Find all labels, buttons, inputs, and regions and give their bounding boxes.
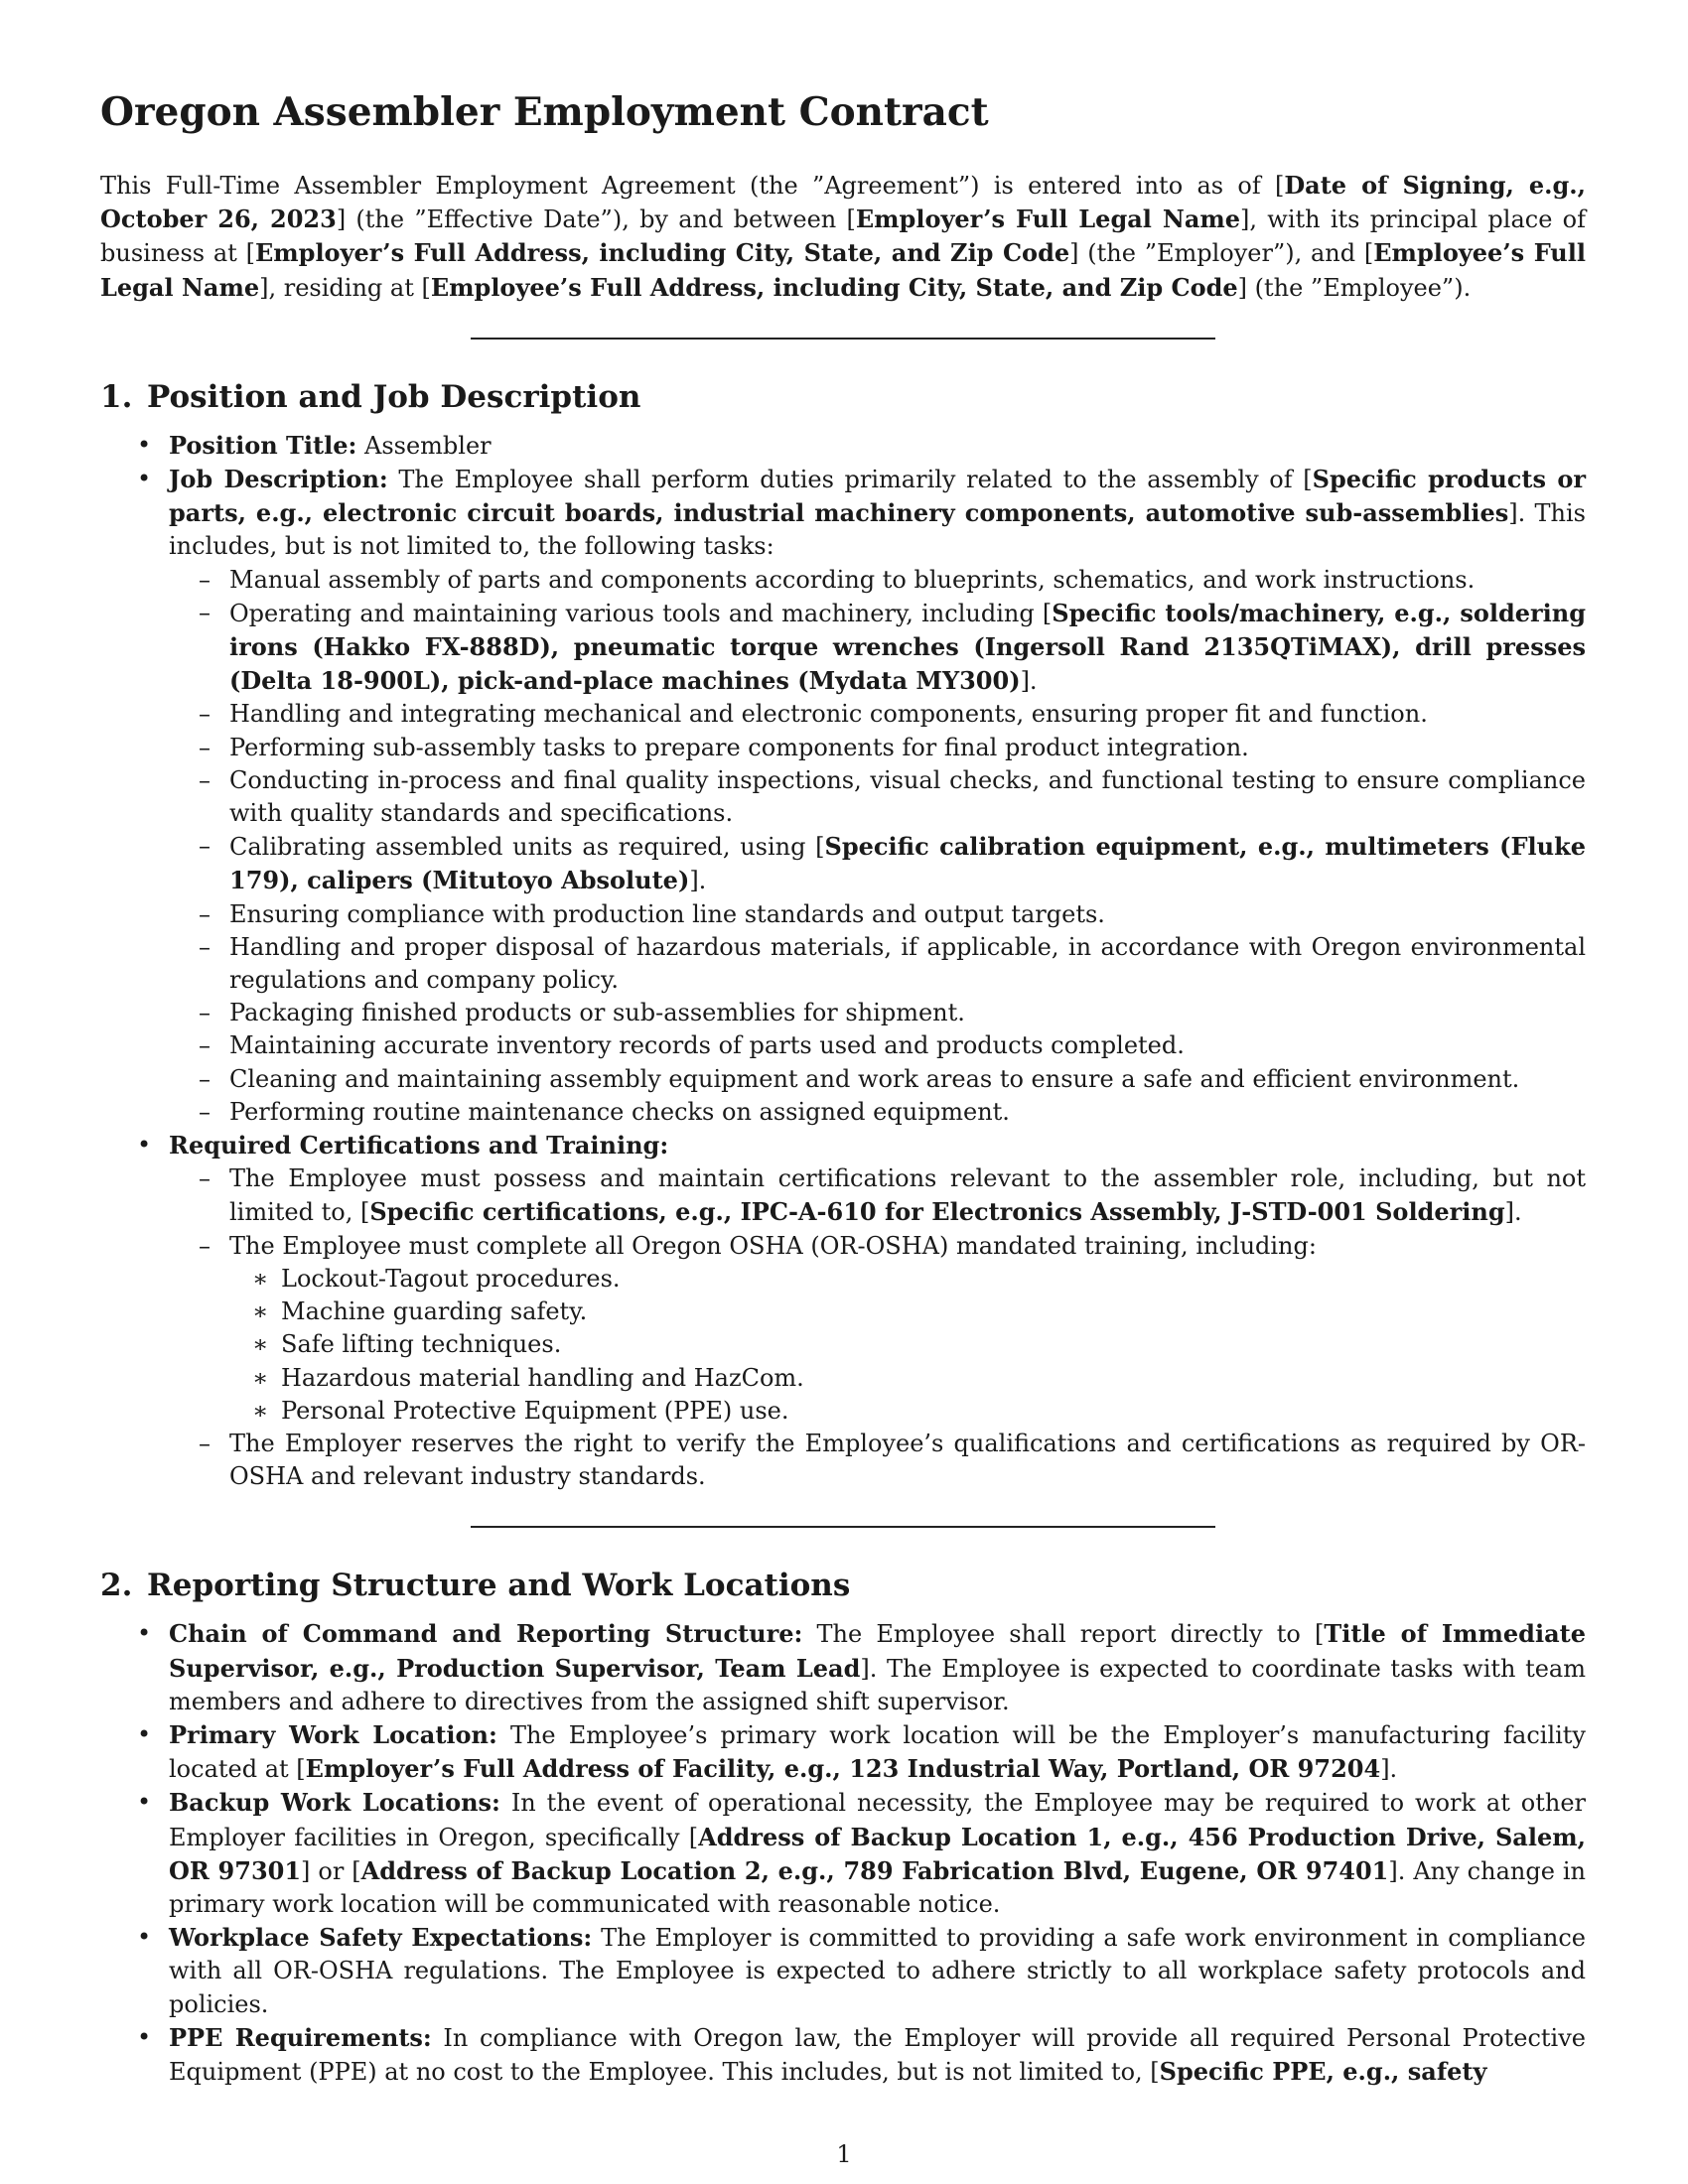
placeholder-text: Address of Backup Location 2, e.g., 789 Fabrication Blvd, Eugene, OR 97401 — [360, 1855, 1389, 1885]
task-item: – Handling and integrating mechanical and electronic components, ensuring proper fit and function. — [169, 698, 1586, 731]
training-item: ∗ Lockout-Tagout procedures. — [229, 1263, 1586, 1296]
task-item: – Manual assembly of parts and components according to blueprints, schematics, and work instructions. — [169, 564, 1586, 597]
employer-address-placeholder: Employer’s Full Address, including City, State, and Zip Code — [254, 238, 1070, 268]
placeholder-text: Specific certifications, e.g., IPC-A-610 for Electronics Assembly, J-STD-001 Soldering — [369, 1197, 1505, 1227]
section1-list — [100, 429, 1586, 1494]
list-item — [100, 1718, 1586, 1786]
item-text: ] or [ — [301, 1856, 361, 1885]
section-title: Reporting Structure and Work Locations — [147, 1568, 851, 1604]
list-item — [100, 463, 1586, 1129]
item-text: ]. Any change in primary work location will be communicated with reasonable notice. — [169, 1856, 1587, 1918]
list-item — [100, 1786, 1586, 1921]
date-placeholder: Date of Signing, e.g., October 26, 2023 — [100, 171, 1586, 234]
task-item — [169, 597, 1586, 699]
section-divider — [471, 1526, 1215, 1528]
task-list — [169, 564, 1586, 1129]
section2-list — [100, 1617, 1586, 2089]
certification-item — [169, 1162, 1586, 1229]
certification-item: – The Employer reserves the right to verify the Employee’s qualifications and certifications as required by OR-OSHA and relevant industry standards. — [169, 1428, 1586, 1493]
task-item: – Conducting in-process and final quality inspections, visual checks, and functional testing to ensure compliance with quality standards and specifications. — [169, 764, 1586, 830]
placeholder-text: Address of Backup Location 1, e.g., 456 Production Drive, Salem, OR 97301 — [169, 1822, 1586, 1885]
item-text: In the event of operational necessity, the Employee may be required to work at other Employer facilities in Oregon, specifically [ — [169, 1789, 1587, 1851]
item-label: Required Certifications and Training: — [169, 1131, 669, 1160]
employer-name-placeholder: Employer’s Full Legal Name — [855, 205, 1241, 234]
item-text: Calibrating assembled units as required, using [ — [229, 833, 825, 862]
item-label: Position Title: — [169, 430, 357, 460]
intro-text: ], with its principal place of business at [ — [100, 205, 1587, 268]
item-text: ]. — [1020, 667, 1038, 696]
task-item: – Handling and proper disposal of hazardous materials, if applicable, in accordance with Oregon environmental regulations and company policy. — [169, 931, 1586, 997]
section-heading — [100, 1566, 1586, 1605]
employee-name-placeholder: Employee’s Full Legal Name — [100, 238, 1586, 302]
item-text: ]. — [1380, 1755, 1398, 1784]
section-heading — [100, 377, 1586, 417]
list-item — [100, 429, 1586, 463]
task-item: – Ensuring compliance with production line standards and output targets. — [169, 898, 1586, 931]
page-number: 1 — [836, 2140, 852, 2168]
section-number: 2. — [100, 1568, 133, 1604]
item-text: The Employee must possess and maintain certifications relevant to the assembler role, including, but not limited to, [ — [229, 1164, 1586, 1227]
training-list — [229, 1263, 1586, 1428]
item-label: Workplace Safety Expectations: — [169, 1923, 593, 1953]
task-item: – Maintaining accurate inventory records of parts used and products completed. — [169, 1029, 1586, 1062]
item-label: Backup Work Locations: — [169, 1788, 500, 1818]
certification-item — [169, 1230, 1586, 1428]
training-item: ∗ Hazardous material handling and HazCom. — [229, 1362, 1586, 1395]
training-item: ∗ Safe lifting techniques. — [229, 1328, 1586, 1361]
item-text: ]. — [689, 867, 707, 895]
task-item — [169, 830, 1586, 897]
list-item — [100, 1129, 1586, 1493]
training-item: ∗ Personal Protective Equipment (PPE) use. — [229, 1395, 1586, 1428]
item-text: ]. The Employee is expected to coordinate tasks with team members and adhere to directives from the assigned shift supervisor. — [169, 1654, 1586, 1715]
list-item — [100, 2021, 1586, 2089]
section-title: Position and Job Description — [147, 378, 641, 415]
task-item: – Cleaning and maintaining assembly equipment and work areas to ensure a safe and efficient environment. — [169, 1063, 1586, 1096]
document-title: Oregon Assembler Employment Contract — [100, 89, 989, 135]
section-divider — [471, 338, 1215, 340]
intro-text: ], residing at [ — [259, 273, 431, 302]
section-number: 1. — [100, 378, 133, 415]
placeholder-text: Title of Immediate Supervisor, e.g., Production Supervisor, Team Lead — [169, 1619, 1586, 1683]
placeholder-text: Specific products or parts, e.g., electronic circuit boards, industrial machinery components, automotive sub-assemblies — [169, 465, 1586, 528]
item-label: PPE Requirements: — [169, 2022, 432, 2052]
list-item — [100, 1617, 1586, 1718]
list-item — [100, 1921, 1586, 2021]
item-text: The Employer is committed to providing a safe work environment in compliance with all OR-OSHA regulations. The Employee is expected to adhere strictly to all workplace safety protocols and policies. — [169, 1924, 1587, 2018]
item-text: The Employee’s primary work location will be the Employer’s manufacturing facility located at [ — [169, 1720, 1586, 1784]
item-label: Chain of Command and Reporting Structure: — [169, 1619, 803, 1649]
employee-address-placeholder: Employee’s Full Address, including City, State, and Zip Code — [430, 272, 1238, 302]
item-label: Primary Work Location: — [169, 1719, 497, 1749]
item-text: The Employee shall perform duties primarily related to the assembly of [ — [387, 466, 1313, 494]
item-text: Operating and maintaining various tools and machinery, including [ — [229, 599, 1053, 627]
task-item: – Performing sub-assembly tasks to prepare components for final product integration. — [169, 732, 1586, 764]
item-text: Assembler — [356, 431, 492, 460]
placeholder-text: Specific PPE, e.g., safety — [1159, 2056, 1487, 2086]
intro-text: This Full-Time Assembler Employment Agreement (the ”Agreement”) is entered into as of [ — [100, 172, 1285, 200]
item-label: Job Description: — [169, 465, 388, 494]
intro-text: ] (the ”Employee”). — [1237, 273, 1472, 302]
training-item: ∗ Machine guarding safety. — [229, 1296, 1586, 1328]
item-text: ]. — [1504, 1198, 1522, 1227]
certification-list — [169, 1162, 1586, 1493]
intro-text: ] (the ”Effective Date”), by and between [ — [336, 205, 856, 234]
task-item: – Performing routine maintenance checks on assigned equipment. — [169, 1096, 1586, 1129]
item-text: In compliance with Oregon law, the Employer will provide all required Personal Protective Equipment (PPE) at no cost to the Employee. This includes, but is not limited to, [ — [169, 2023, 1586, 2086]
placeholder-text: Specific tools/machinery, e.g., soldering irons (Hakko FX-888D), pneumatic torque wrenches (Ingersoll Rand 2135QTiMAX), drill presses (Delta 18-900L), pick-and-place machines (Mydata MY300) — [229, 598, 1586, 696]
item-text: The Employee must complete all Oregon OSHA (OR-OSHA) mandated training, including: — [229, 1231, 1317, 1260]
item-text: The Employee shall report directly to [ — [802, 1620, 1325, 1649]
item-text: ]. This includes, but is not limited to, the following tasks: — [169, 499, 1586, 561]
intro-text: ] (the ”Employer”), and [ — [1069, 239, 1374, 268]
intro-paragraph — [100, 169, 1586, 305]
placeholder-text: Specific calibration equipment, e.g., multimeters (Fluke 179), calipers (Mitutoyo Absolute) — [229, 832, 1586, 895]
placeholder-text: Employer’s Full Address of Facility, e.g., 123 Industrial Way, Portland, OR 97204 — [305, 1754, 1381, 1784]
task-item: – Packaging finished products or sub-assemblies for shipment. — [169, 997, 1586, 1029]
